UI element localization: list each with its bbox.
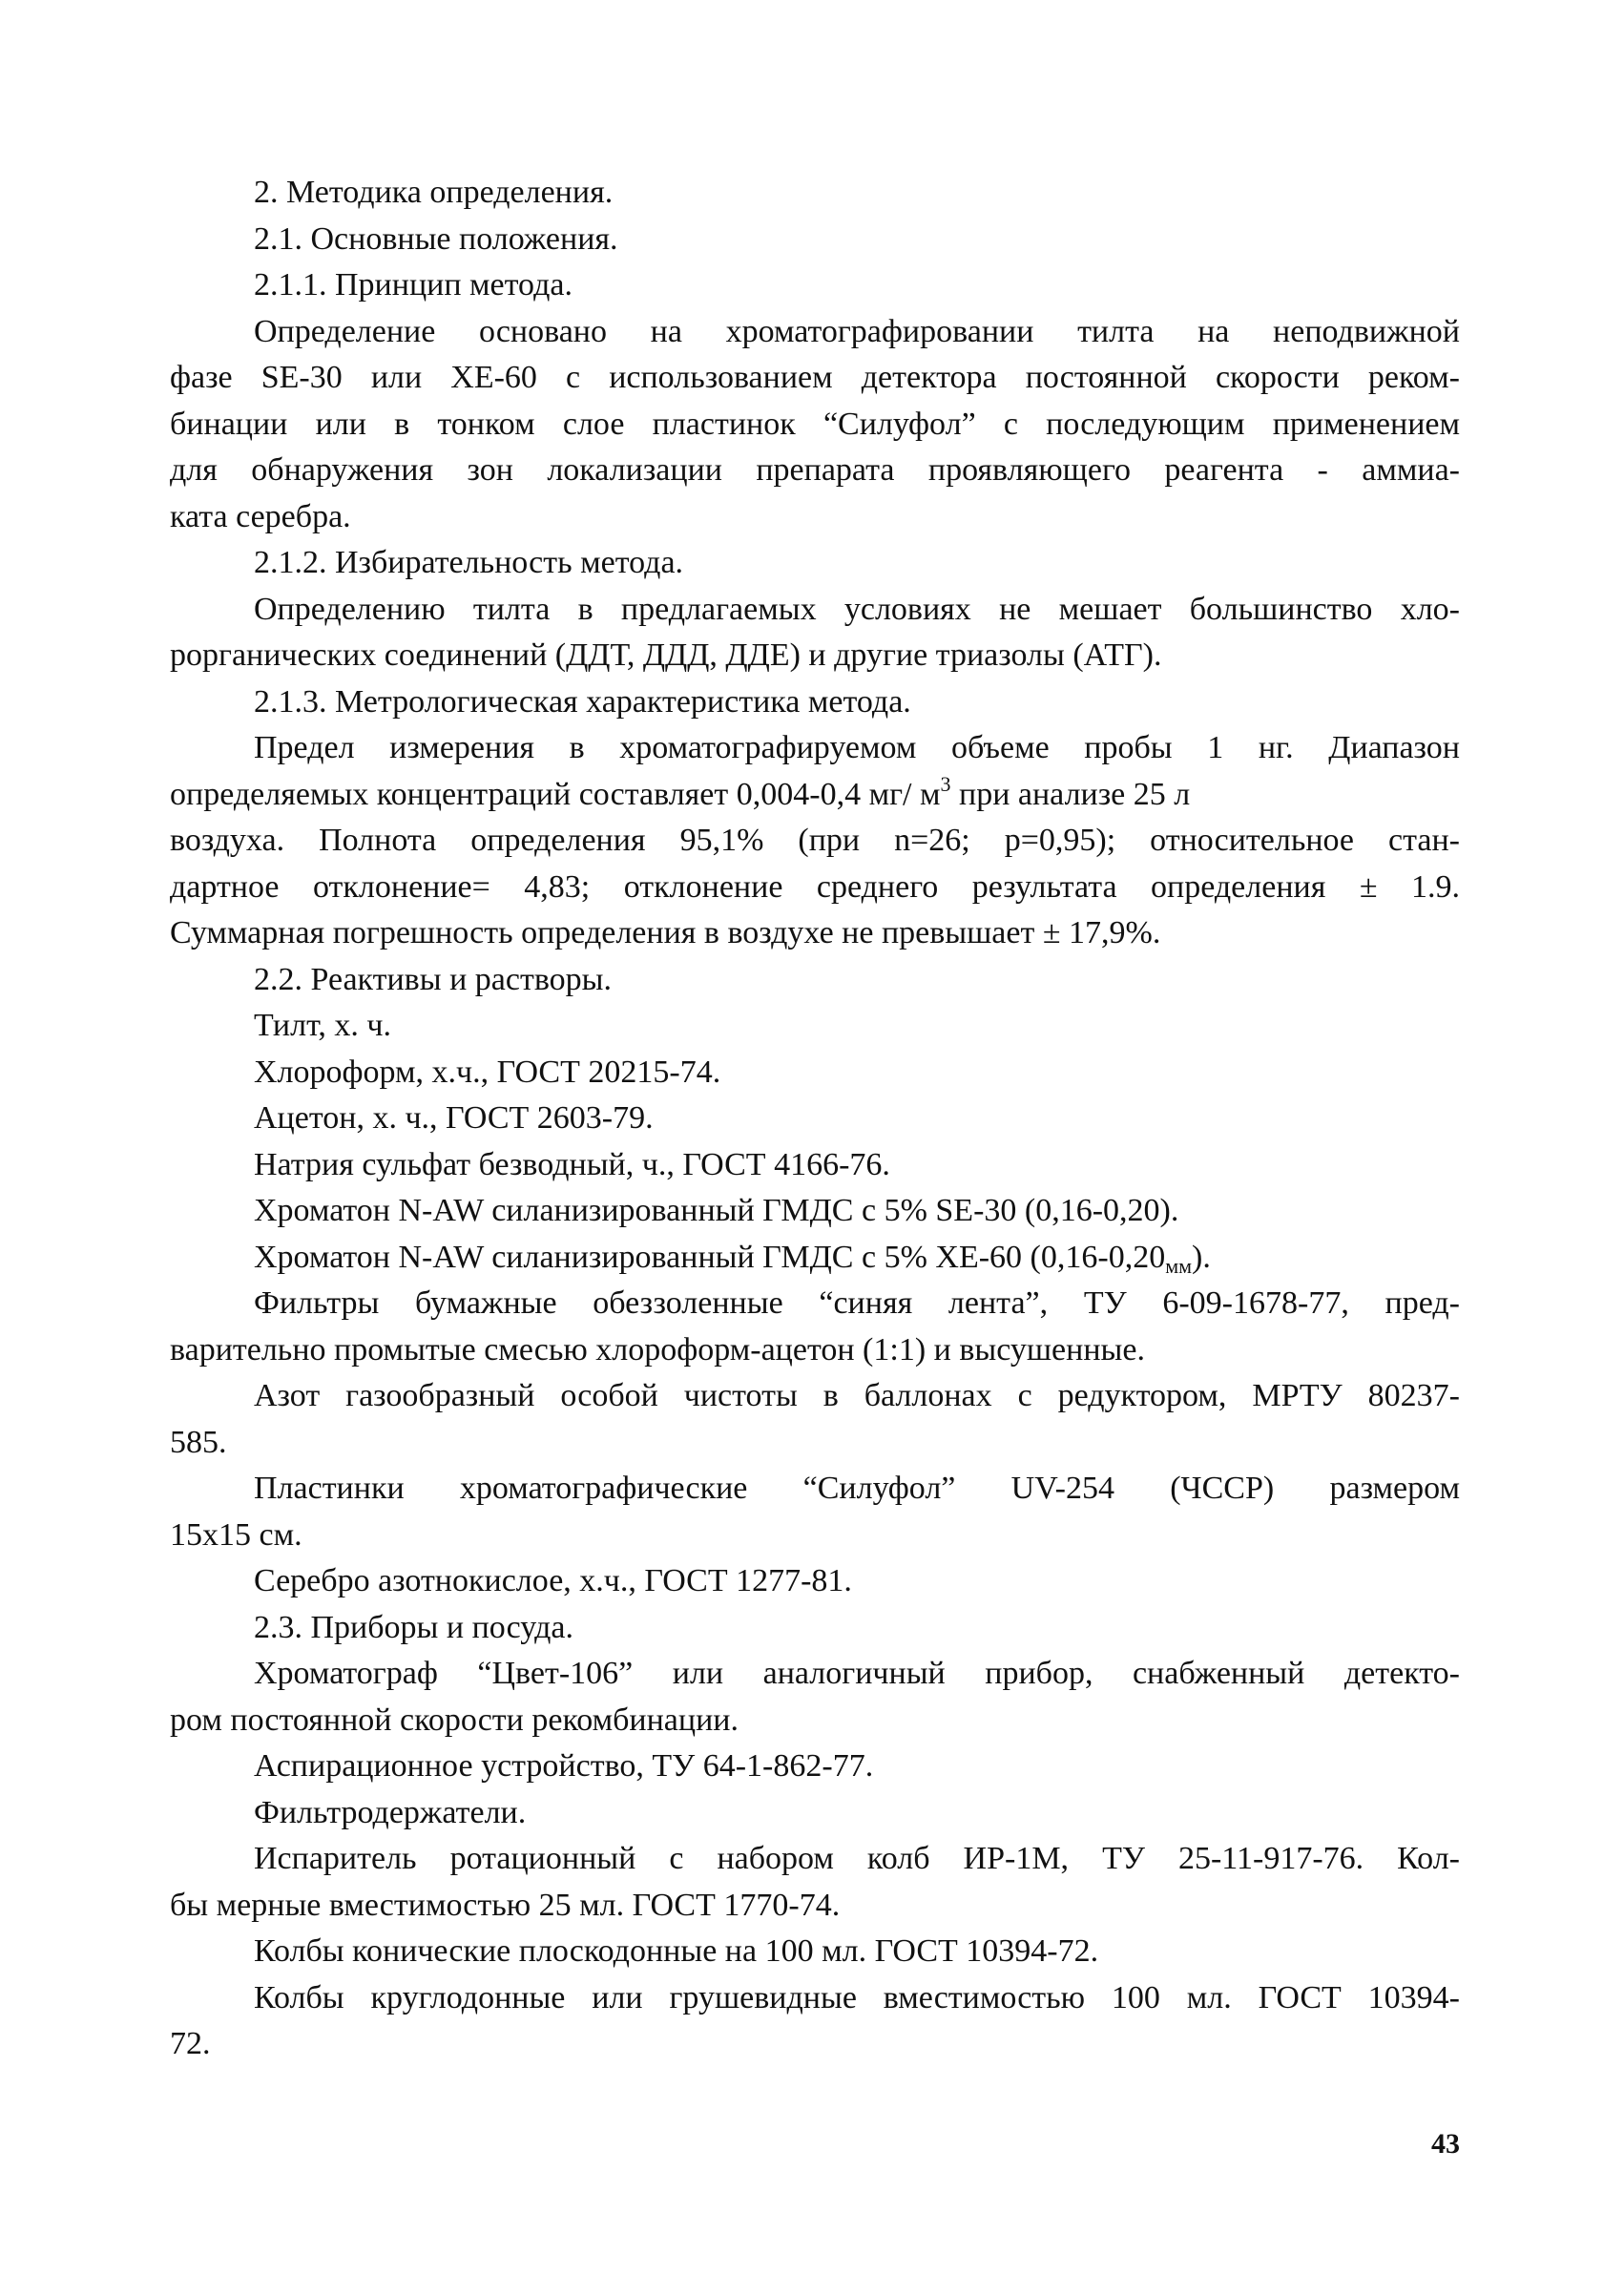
paragraph-selectivity-line: Определению тилта в предлагаемых условиях не мешает большинство хло- [254, 591, 1460, 627]
reagent-item: Ацетон, х. ч., ГОСТ 2603-79. [254, 1100, 654, 1136]
equipment-item-continuation: ром постоянной скорости рекомбинации. [170, 1702, 739, 1738]
paragraph-principle-line: Определение основано на хроматографировании тилта на неподвижной [254, 313, 1460, 349]
reagent-item-continuation: 15х15 см. [170, 1516, 302, 1553]
document-body [170, 170, 1460, 2068]
superscript-3: 3 [940, 771, 951, 796]
heading-section-2-2: 2.2. Реактивы и растворы. [254, 961, 612, 997]
paragraph-metrology-line: воздуха. Полнота определения 95,1% (при n=26; р=0,95); относительное стан- [170, 823, 1460, 858]
subscript-mm: мм [1165, 1253, 1193, 1278]
reagent-text: Хроматон N-AW силанизированный ГМДС с 5% XE-60 (0,16-0,20 [254, 1239, 1166, 1275]
heading-section-2-1-2: 2.1.2. Избирательность метода. [254, 545, 684, 580]
equipment-item: Фильтродержатели. [254, 1794, 527, 1830]
reagent-item: Хроматон N-AW силанизированный ГМДС с 5% SE-30 (0,16-0,20). [254, 1193, 1179, 1228]
paragraph-principle-line: фазе SE-30 или XE-60 с использованием детектора постоянной скорости реком- [170, 360, 1460, 395]
paragraph-metrology-line [170, 772, 1460, 819]
heading-section-2-3: 2.3. Приборы и посуда. [254, 1609, 574, 1645]
heading-section-2: 2. Методика определения. [254, 175, 614, 210]
metrology-text: определяемых концентраций составляет 0,004-0,4 мг/ м [170, 776, 941, 812]
equipment-item: Колбы конические плоскодонные на 100 мл. ГОСТ 10394-72. [254, 1933, 1099, 1969]
metrology-text: при анализе 25 л [950, 776, 1191, 812]
paragraph-principle-line: для обнаружения зон локализации препарата проявляющего реагента - аммиа- [170, 452, 1460, 488]
paragraph-metrology-line: Суммарная погрешность определения в воздухе не превышает ± 17,9%. [170, 915, 1161, 950]
equipment-item-continuation: 72. [170, 2026, 211, 2061]
reagent-item: Натрия сульфат безводный, ч., ГОСТ 4166-76. [254, 1146, 890, 1182]
heading-section-2-1-1: 2.1.1. Принцип метода. [254, 267, 573, 303]
reagent-item: Серебро азотнокислое, х.ч., ГОСТ 1277-81. [254, 1563, 852, 1598]
equipment-item: Хроматограф “Цвет-106” или аналогичный прибор, снабженный детекто- [254, 1656, 1460, 1691]
reagent-item: Пластинки хроматографические “Силуфол” UV-254 (ЧССР) размером [254, 1471, 1460, 1506]
page-number: 43 [1431, 2128, 1460, 2160]
reagent-item: Хлороформ, х.ч., ГОСТ 20215-74. [254, 1054, 721, 1090]
reagent-text: ). [1192, 1239, 1211, 1275]
paragraph-metrology-line: Предел измерения в хроматографируемом объеме пробы 1 нг. Диапазон [254, 730, 1460, 765]
equipment-item: Колбы круглодонные или грушевидные вместимостью 100 мл. ГОСТ 10394- [254, 1979, 1460, 2015]
paragraph-principle-line: бинации или в тонком слое пластинок “Силуфол” с последующим применением [170, 406, 1460, 442]
reagent-item-continuation: 585. [170, 1424, 227, 1460]
reagent-item: Фильтры бумажные обеззоленные “синяя лента”, ТУ 6-09-1678-77, пред- [254, 1285, 1460, 1321]
equipment-item: Испаритель ротационный с набором колб ИР-1М, ТУ 25-11-917-76. Кол- [254, 1841, 1460, 1876]
reagent-item: Азот газообразный особой чистоты в баллонах с редуктором, МРТУ 80237- [254, 1378, 1460, 1413]
paragraph-principle-line: ката серебра. [170, 498, 351, 534]
paragraph-metrology-line: дартное отклонение= 4,83; отклонение среднего результата определения ± 1.9. [170, 868, 1460, 905]
heading-section-2-1-3: 2.1.3. Метрологическая характеристика метода. [254, 683, 911, 720]
heading-section-2-1: 2.1. Основные положения. [254, 220, 618, 257]
reagent-item [170, 1235, 1460, 1282]
equipment-item-continuation: бы мерные вместимостью 25 мл. ГОСТ 1770-74. [170, 1887, 841, 1923]
paragraph-selectivity-line: рорганических соединений (ДДТ, ДДД, ДДЕ) и другие триазолы (АТГ). [170, 637, 1162, 673]
reagent-item-continuation: варительно промытые смесью хлороформ-ацетон (1:1) и высушенные. [170, 1331, 1145, 1368]
reagent-item: Тилт, х. ч. [254, 1008, 391, 1043]
equipment-item: Аспирационное устройство, ТУ 64-1-862-77. [254, 1748, 874, 1784]
